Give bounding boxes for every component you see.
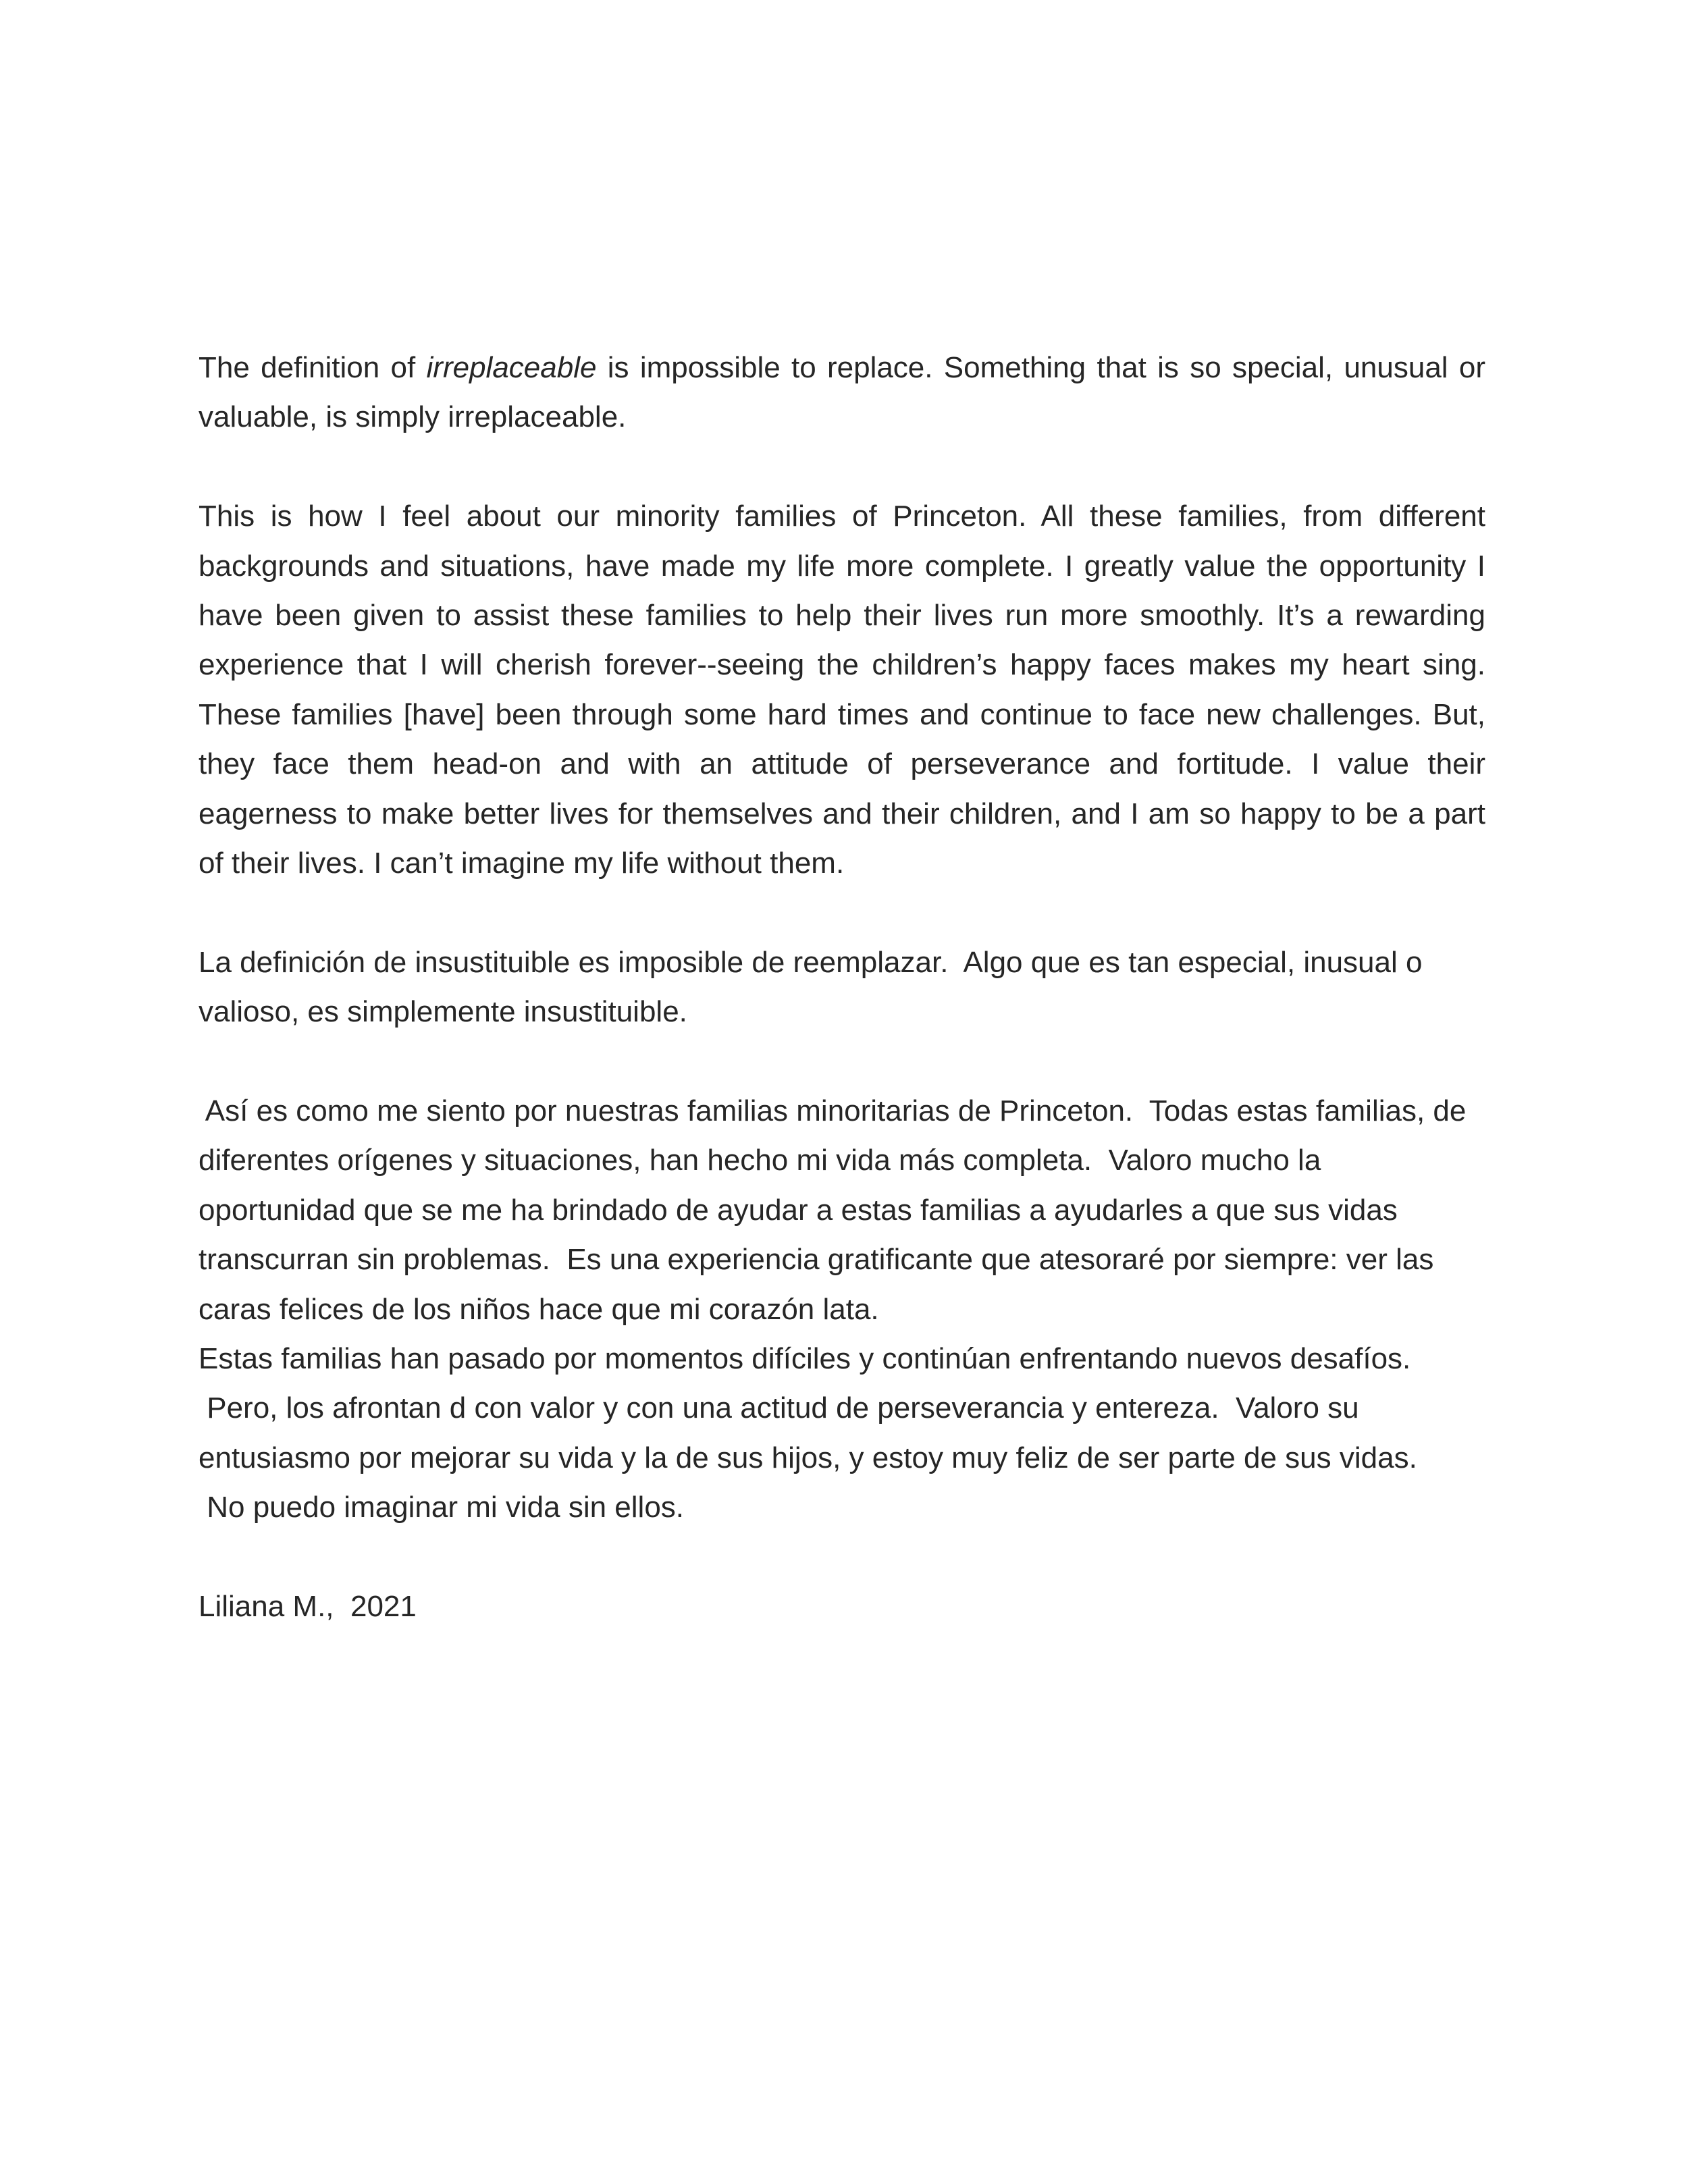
paragraph-families-spanish — [199, 1086, 1485, 1533]
paragraph-1-text-end: is impossible to replace. Something that is so special, unusual or valuable, is simply irreplaceable. — [199, 351, 1485, 434]
text-line: oportunidad que se me ha brindado de ayudar a estas familias a ayudarles a que sus vidas — [199, 1193, 1398, 1227]
text-line: entusiasmo por mejorar su vida y la de sus hijos, y estoy muy feliz de ser parte de sus vidas. — [199, 1441, 1417, 1474]
text-line: Estas familias han pasado por momentos difíciles y continúan enfrentando nuevos desafíos. — [199, 1342, 1411, 1376]
paragraph-definition-spanish — [199, 938, 1485, 1037]
text-line: valioso, es simplemente insustituible. — [199, 995, 687, 1029]
text-line: caras felices de los niños hace que mi corazón lata. — [199, 1292, 879, 1326]
paragraph-1-text-start: The definition of — [199, 351, 427, 384]
text-line: transcurran sin problemas. Es una experiencia gratificante que atesoraré por siempre: ver las — [199, 1243, 1434, 1277]
signature-text: Liliana M., 2021 — [199, 1590, 417, 1624]
paragraph-definition-english — [199, 343, 1485, 442]
text-line: Así es como me siento por nuestras familias minoritarias de Princeton. Todas estas familias, de — [199, 1094, 1467, 1128]
text-line: No puedo imaginar mi vida sin ellos. — [199, 1491, 685, 1524]
document-body — [199, 343, 1485, 1681]
text-line: diferentes orígenes y situaciones, han hecho mi vida más completa. Valoro mucho la — [199, 1144, 1321, 1177]
paragraph-1-italic-word: irreplaceable — [426, 351, 597, 384]
paragraph-families-english: This is how I feel about our minority families of Princeton. All these families, from different backgrounds and situations, have made my life more complete. I greatly value the opportunity I have been given to assist these families to help their lives run more smoothly. It’s a rewarding experience that I will cherish forever--seeing the children’s happy faces makes my heart sing. These families [have] been through some hard times and continue to face new challenges. But, they face them head-on and with an attitude of perseverance and fortitude. I value their eagerness to make better lives for themselves and their children, and I am so happy to be a part of their lives. I can’t imagine my life without them. — [199, 500, 1485, 880]
text-line: Pero, los afrontan d con valor y con una actitud de perseverancia y entereza. Valoro su — [199, 1391, 1359, 1425]
text-line: La definición de insustituible es imposible de reemplazar. Algo que es tan especial, inusual o — [199, 945, 1423, 979]
signature — [199, 1582, 1485, 1631]
